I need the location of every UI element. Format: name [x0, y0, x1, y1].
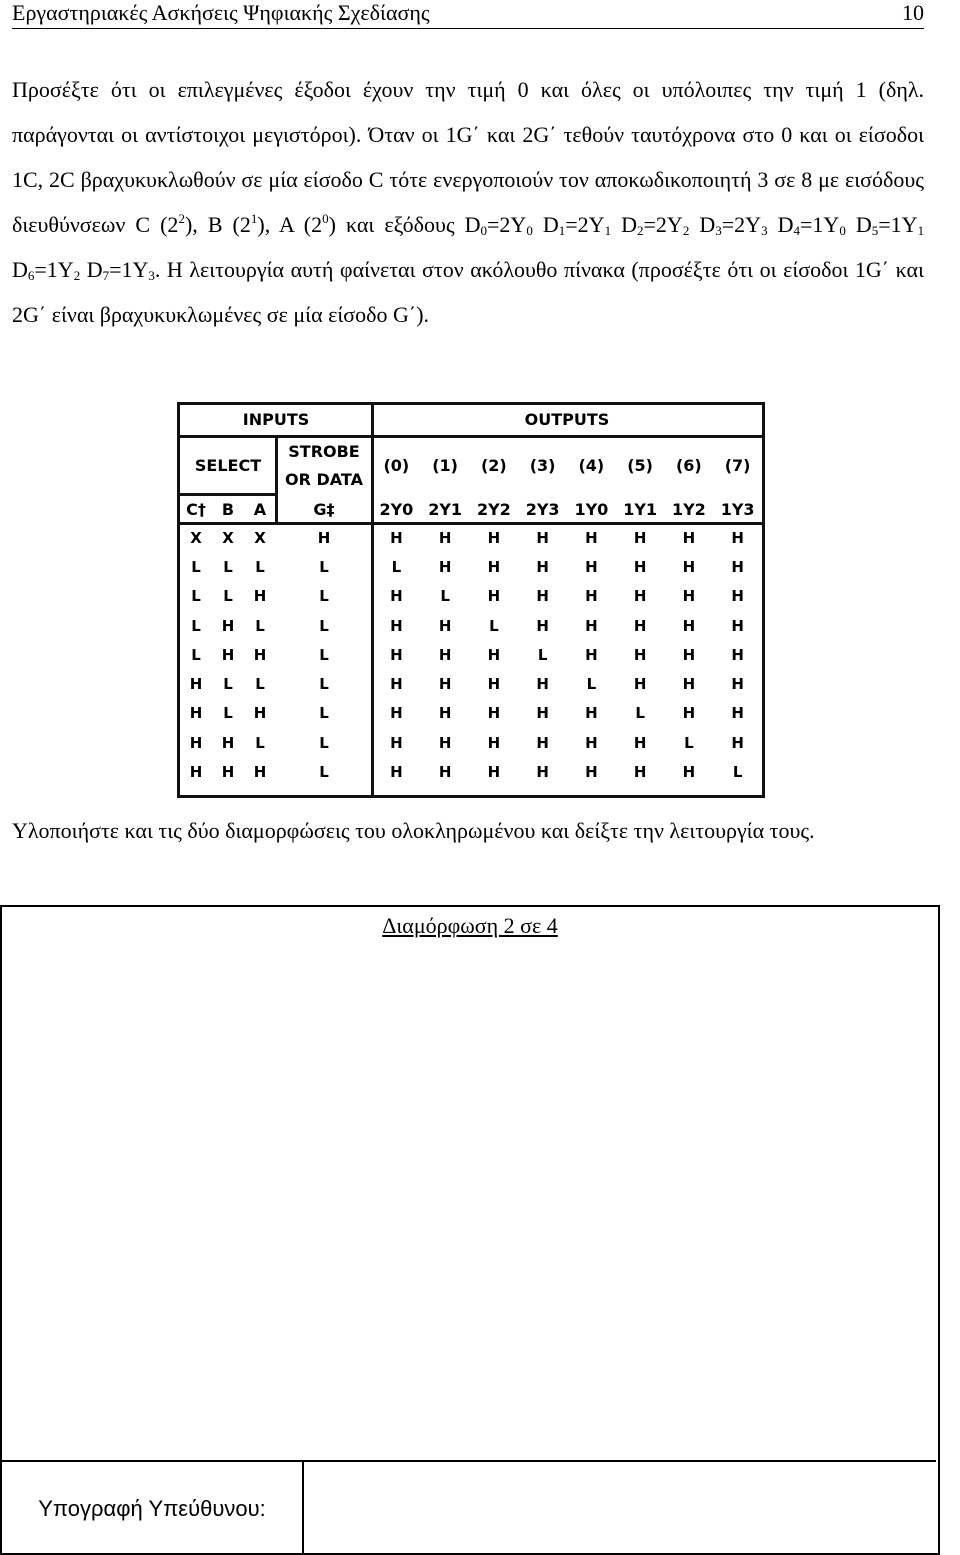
inputs-header: INPUTS — [242, 410, 310, 429]
table-cell: H — [682, 704, 696, 723]
mapping-d1: $D_1=2Y_1$ — [542, 212, 612, 238]
select-divider — [180, 493, 276, 496]
table-cell: H — [585, 645, 598, 664]
table-row — [180, 757, 762, 786]
table-cell: H — [585, 616, 598, 635]
table-cell: H — [390, 704, 403, 723]
output-number-4: (4) — [578, 456, 605, 475]
table-row — [180, 728, 762, 757]
output-number-1: (1) — [432, 456, 458, 475]
column-header: 1Y3 — [720, 500, 755, 519]
table-cell: H — [682, 528, 696, 547]
table-row — [180, 552, 762, 581]
truth-table-body — [180, 523, 762, 787]
column-header: C† — [186, 500, 206, 519]
table-cell: H — [731, 645, 744, 664]
intro-tail: . Η λειτουργία αυτή φαίνεται στον ακόλουθο πίνακα (προσέξτε ότι οι είσοδοι 1G΄ και 2G΄ είναι βραχυκυκλωμένες σε μία είσοδο G΄). — [12, 257, 924, 327]
or-data-header: OR DATA — [285, 470, 363, 489]
table-cell: H — [487, 763, 501, 782]
table-cell: H — [633, 645, 647, 664]
table-cell: L — [319, 675, 329, 694]
table-cell: H — [487, 587, 501, 606]
output-number-3: (3) — [529, 456, 556, 475]
table-cell: H — [390, 645, 403, 664]
table-cell: H — [487, 645, 501, 664]
output-number-7: (7) — [724, 456, 751, 475]
table-cell: H — [585, 733, 598, 752]
mapping-d5: $D_5=1Y_1$ — [855, 212, 925, 238]
column-header: 2Y0 — [379, 500, 414, 519]
table-cell: L — [319, 645, 329, 664]
table-cell: H — [585, 587, 598, 606]
table-row — [180, 669, 762, 698]
intro-text: Προσέξτε ότι οι επιλεγμένες έξοδοι έχουν την τιμή 0 και όλες οι υπόλοιπες την τιμή 1 (δηλ. παράγονται οι αντίστοιχοι μεγιστόροι). Όταν οι 1G΄ και 2G΄ τεθούν ταυτόχρονα στο 0 και οι είσοδοι 1C, 2C βραχυκυκλωθούν σε μία είσοδο C τότε ενεργοποιούν τον αποκωδικοποιητή 3 σε 8 με εισόδους διευθύνσεων C (2 — [12, 77, 924, 237]
mapping-d6: $D_6=1Y_2$ — [12, 257, 81, 283]
table-cell: H — [390, 528, 403, 547]
column-header: 1Y1 — [623, 500, 658, 519]
table-cell: L — [191, 587, 201, 606]
table-cell: L — [319, 557, 329, 576]
table-cell: H — [682, 616, 696, 635]
mapping-d7: $D_7=1Y_3$ — [86, 257, 155, 283]
table-cell: L — [255, 675, 265, 694]
table-cell: H — [438, 733, 452, 752]
table-cell: X — [190, 528, 202, 547]
table-cell: H — [682, 763, 696, 782]
column-header: 2Y1 — [428, 500, 463, 519]
table-cell: H — [221, 645, 235, 664]
table-cell: H — [536, 675, 549, 694]
table-cell: H — [390, 616, 403, 635]
table-cell: H — [438, 557, 452, 576]
table-cell: L — [319, 587, 329, 606]
table-cell: H — [317, 528, 331, 547]
table-cell: L — [191, 557, 201, 576]
table-cell: H — [633, 557, 647, 576]
table-cell: H — [585, 704, 598, 723]
table-cell: L — [223, 675, 233, 694]
column-header: B — [221, 500, 235, 519]
table-cell: H — [682, 675, 696, 694]
intro-text-b: ), B (2 — [184, 212, 251, 237]
table-cell: L — [255, 557, 265, 576]
table-cell: H — [536, 528, 549, 547]
table-cell: L — [319, 616, 329, 635]
exponent-c: 2 — [178, 211, 185, 226]
table-cell: H — [536, 704, 549, 723]
table-cell: H — [253, 763, 267, 782]
table-cell: H — [253, 587, 267, 606]
table-row — [180, 611, 762, 640]
table-cell: H — [585, 528, 598, 547]
table-cell: L — [319, 733, 329, 752]
header-divider — [180, 435, 762, 438]
table-cell: H — [682, 645, 696, 664]
table-cell: H — [390, 733, 403, 752]
output-number-5: (5) — [627, 456, 653, 475]
table-cell: H — [221, 616, 235, 635]
table-cell: H — [189, 704, 203, 723]
table-cell: L — [223, 557, 233, 576]
column-header: 2Y3 — [525, 500, 560, 519]
table-cell: H — [536, 587, 549, 606]
table-cell: H — [390, 675, 403, 694]
table-cell: H — [253, 704, 267, 723]
table-cell: L — [191, 645, 201, 664]
select-header: SELECT — [194, 456, 262, 475]
mapping-d3: $D_3=2Y_3$ — [699, 212, 768, 238]
table-cell: L — [255, 733, 265, 752]
table-cell: H — [438, 704, 452, 723]
strobe-header: STROBE — [288, 442, 360, 461]
table-cell: H — [633, 733, 647, 752]
table-cell: L — [319, 704, 329, 723]
outputs-header: OUTPUTS — [524, 410, 610, 429]
table-cell: H — [633, 616, 647, 635]
table-cell: L — [255, 616, 265, 635]
table-cell: L — [440, 587, 450, 606]
table-cell: L — [586, 675, 597, 694]
instruction-paragraph: Υλοποιήστε και τις δύο διαμορφώσεις του ολοκληρωμένου και δείξτε την λειτουργία τους. — [12, 818, 815, 843]
table-cell: H — [731, 528, 744, 547]
table-cell: L — [191, 616, 201, 635]
exponent-b: 1 — [250, 211, 258, 226]
table-cell: H — [438, 675, 452, 694]
table-cell: H — [438, 763, 452, 782]
mapping-d2: $D_2=2Y_2$ — [621, 212, 690, 238]
table-cell: H — [189, 733, 203, 752]
table-cell: H — [633, 528, 647, 547]
table-cell: H — [487, 528, 501, 547]
truth-table-image — [177, 402, 765, 798]
column-header: 1Y2 — [671, 500, 706, 519]
table-cell: H — [633, 675, 647, 694]
table-cell: H — [731, 704, 744, 723]
table-cell: H — [487, 557, 501, 576]
table-cell: H — [633, 587, 647, 606]
table-cell: H — [438, 616, 452, 635]
table-cell: H — [487, 704, 501, 723]
answer-box — [0, 905, 940, 1555]
table-cell: H — [487, 675, 501, 694]
table-cell: L — [391, 557, 402, 576]
exponent-a: 0 — [322, 211, 329, 226]
table-cell: L — [537, 645, 548, 664]
table-cell: H — [731, 733, 744, 752]
table-row — [180, 640, 762, 669]
table-cell: H — [390, 587, 403, 606]
table-cell: H — [682, 557, 696, 576]
column-header: G‡ — [313, 500, 335, 519]
intro-text-a: ), A (2 — [257, 212, 323, 237]
table-cell: L — [684, 733, 694, 752]
table-cell: L — [319, 763, 329, 782]
output-number-6: (6) — [675, 456, 702, 475]
table-cell: H — [536, 763, 549, 782]
table-cell: H — [536, 557, 549, 576]
table-cell: L — [223, 587, 233, 606]
column-header: 2Y2 — [476, 500, 511, 519]
select-strobe-divider — [275, 435, 278, 523]
table-cell: H — [585, 557, 598, 576]
table-cell: H — [221, 763, 235, 782]
intro-paragraph — [12, 67, 924, 337]
table-cell: H — [633, 763, 647, 782]
table-cell: H — [536, 733, 549, 752]
table-row — [180, 582, 762, 611]
mapping-d0: $D_0=2Y_0$ — [464, 212, 533, 238]
column-header: A — [253, 500, 267, 519]
table-cell: H — [438, 528, 452, 547]
mapping-d4: $D_4=1Y_0$ — [777, 212, 846, 238]
output-number-2: (2) — [480, 456, 507, 475]
signature-label: Υπογραφή Υπεύθυνου: — [2, 1462, 304, 1555]
table-cell: L — [732, 763, 743, 782]
table-cell: H — [487, 733, 501, 752]
table-cell: H — [390, 763, 403, 782]
table-cell: H — [731, 557, 744, 576]
table-cell: H — [438, 645, 452, 664]
table-cell: H — [189, 675, 203, 694]
page-header — [12, 0, 924, 29]
table-cell: L — [489, 616, 499, 635]
table-cell: H — [731, 616, 744, 635]
table-cell: H — [731, 675, 744, 694]
document-title: Εργαστηριακές Ασκήσεις Ψηφιακής Σχεδίασης — [12, 0, 430, 25]
answer-box-title: Διαμόρφωση 2 σε 4 — [382, 913, 558, 938]
page-number: 10 — [902, 0, 924, 25]
table-cell: L — [635, 704, 645, 723]
table-cell: H — [189, 763, 203, 782]
table-cell: X — [254, 528, 266, 547]
signature-row — [2, 1460, 936, 1555]
output-number-0: (0) — [383, 456, 410, 475]
column-header: 1Y0 — [574, 500, 609, 519]
table-cell: L — [223, 704, 233, 723]
table-cell: H — [585, 763, 598, 782]
intro-text-outputs: ) και εξόδους — [328, 212, 455, 237]
table-cell: H — [536, 616, 549, 635]
table-row — [180, 699, 762, 728]
table-cell: H — [253, 645, 267, 664]
table-cell: H — [221, 733, 235, 752]
table-cell: H — [682, 587, 696, 606]
table-row — [180, 523, 762, 552]
table-cell: X — [222, 528, 234, 547]
table-cell: H — [731, 587, 744, 606]
